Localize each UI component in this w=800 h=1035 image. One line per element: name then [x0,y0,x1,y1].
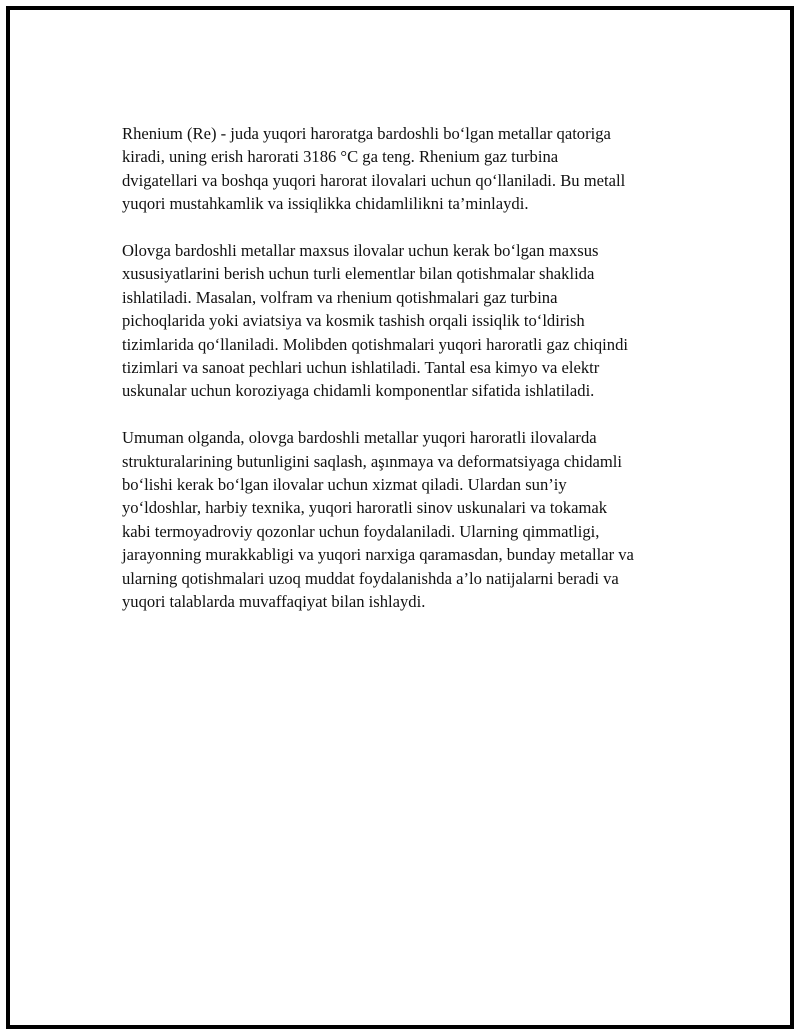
document-body [122,122,697,637]
paragraph-summary: Umuman olganda, olovga bardoshli metallar yuqori haroratli ilovalarda strukturalarining butunligini saqlash, aşınmaya va deformatsiyaga chidamli bo‘lishi kerak bo‘lgan ilovalar uchun xizmat qiladi. Ulardan sun’iy yo‘ldoshlar, harbiy texnika, yuqori haroratli sinov uskunalari va tokamak kabi termoyadroviy qozonlar uchun foydalaniladi. Ularning qimmatligi, jarayonning murakkabligi va yuqori narxiga qaramasdan, bunday metallar va ularning qotishmalari uzoq muddat foydalanishda a’lo natijalarni beradi va yuqori talablarda muvaffaqiyat bilan ishlaydi. [122,428,634,612]
page-frame [6,6,794,1029]
paragraph-rhenium: Rhenium (Re) - juda yuqori haroratga bardoshli bo‘lgan metallar qatoriga kiradi, uning erish harorati 3186 °C ga teng. Rhenium gaz turbina dvigatellari va boshqa yuqori harorat ilovalari uchun qo‘llaniladi. Bu metall yuqori mustahkamlik va issiqlikka chidamlilikni ta’minlaydi. [122,124,626,214]
paragraph-alloys: Olovga bardoshli metallar maxsus ilovalar uchun kerak bo‘lgan maxsus xususiyatlarini berish uchun turli elementlar bilan qotishmalar shaklida ishlatiladi. Masalan, volfram va rhenium qotishmalari gaz turbina pichoqlarida yoki aviatsiya va kosmik tashish orqali issiqlik to‘ldirish tizimlarida qo‘llaniladi. Molibden qotishmalari yuqori haroratli gaz chiqindi tizimlari va sanoat pechlari uchun ishlatiladi. Tantal esa kimyo va elektr uskunalar uchun koroziyaga chidamli komponentlar sifatida ishlatiladi. [122,241,628,401]
